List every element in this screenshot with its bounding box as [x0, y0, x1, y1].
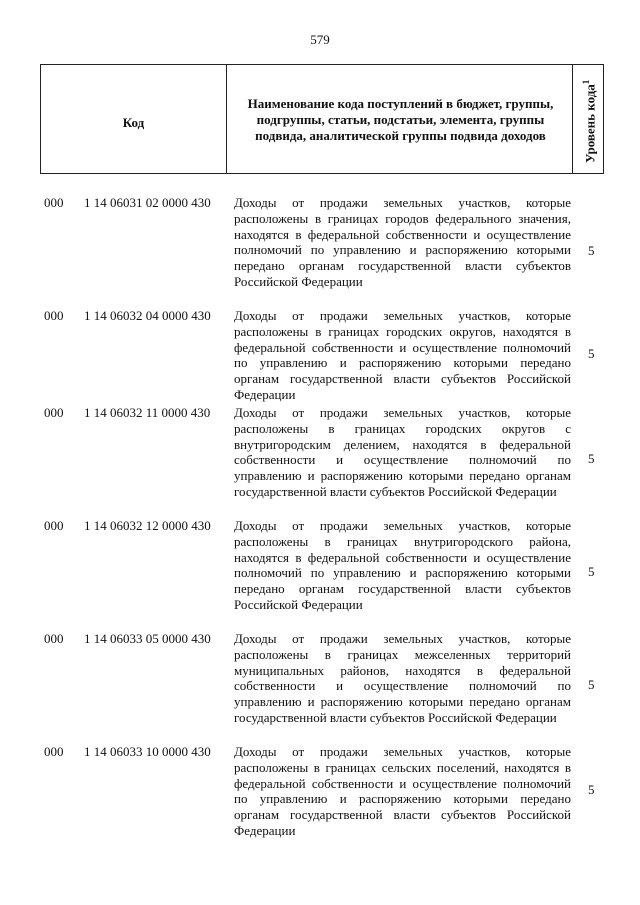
table-header: [40, 64, 604, 174]
header-level-text: Уровень кода: [582, 84, 598, 163]
row-level: 5: [588, 782, 595, 797]
row-description: Доходы от продажи земельных участков, которые расположены в границах городских округов с внутригородским делением, находятся в федеральной собственности и осуществление полномочий по управлению и распоряжению которыми передано органам государственной власти субъектов Российской Федерации: [234, 405, 571, 499]
header-name-cell: [227, 65, 573, 173]
row-description: Доходы от продажи земельных участков, которые расположены в границах сельских поселений, находятся в федеральной собственности и осуществление полномочий по управлению и распоряжению которыми передано органам государственной власти субъектов Российской Федерации: [234, 744, 571, 838]
row-description: Доходы от продажи земельных участков, которые расположены в границах городов федерального значения, находятся в федеральной собственности и осуществление полномочий по управлению и распоряжению которыми передано органам государственной власти субъектов Российской Федерации: [234, 195, 571, 289]
row-budget-code: 1 14 06033 05 0000 430: [84, 631, 211, 646]
row-admin-code: 000: [44, 405, 64, 420]
row-budget-code: 1 14 06031 02 0000 430: [84, 195, 211, 210]
row-budget-code: 1 14 06032 12 0000 430: [84, 518, 211, 533]
header-name-label: Наименование кода поступлений в бюджет, группы, подгруппы, статьи, подстатьи, элемента, группы подвида, аналитической группы подвида доходов: [247, 96, 554, 143]
row-level: 5: [588, 564, 595, 579]
header-level-label: [581, 80, 598, 163]
row-level: 5: [588, 243, 595, 258]
header-level-footnote: 1: [581, 79, 591, 85]
page-number: 579: [310, 32, 330, 47]
row-budget-code: 1 14 06033 10 0000 430: [84, 744, 211, 759]
row-budget-code: 1 14 06032 04 0000 430: [84, 308, 211, 323]
row-admin-code: 000: [44, 518, 64, 533]
header-code-label: Код: [122, 115, 145, 130]
row-admin-code: 000: [44, 195, 64, 210]
row-description: Доходы от продажи земельных участков, которые расположены в границах внутригородского района, находятся в федеральной собственности и осуществление полномочий по управлению и распоряжению которыми передано органам государственной власти субъектов Российской Федерации: [234, 518, 571, 612]
row-level: 5: [588, 451, 595, 466]
row-budget-code: 1 14 06032 11 0000 430: [84, 405, 211, 420]
row-admin-code: 000: [44, 631, 64, 646]
header-code-cell: [41, 65, 227, 173]
row-level: 5: [588, 677, 595, 692]
header-level-cell: [573, 65, 603, 173]
row-description: Доходы от продажи земельных участков, которые расположены в границах городских округов, находятся в федеральной собственности и осуществление полномочий по управлению и распоряжению которыми передано органам государственной власти субъектов Российской Федерации: [234, 308, 571, 402]
row-admin-code: 000: [44, 308, 64, 323]
row-admin-code: 000: [44, 744, 64, 759]
row-level: 5: [588, 346, 595, 361]
row-description: Доходы от продажи земельных участков, которые расположены в границах межселенных территорий муниципальных районов, находятся в федеральной собственности и осуществление полномочий по управлению и распоряжению которыми передано органам государственной власти субъектов Российской Федерации: [234, 631, 571, 725]
